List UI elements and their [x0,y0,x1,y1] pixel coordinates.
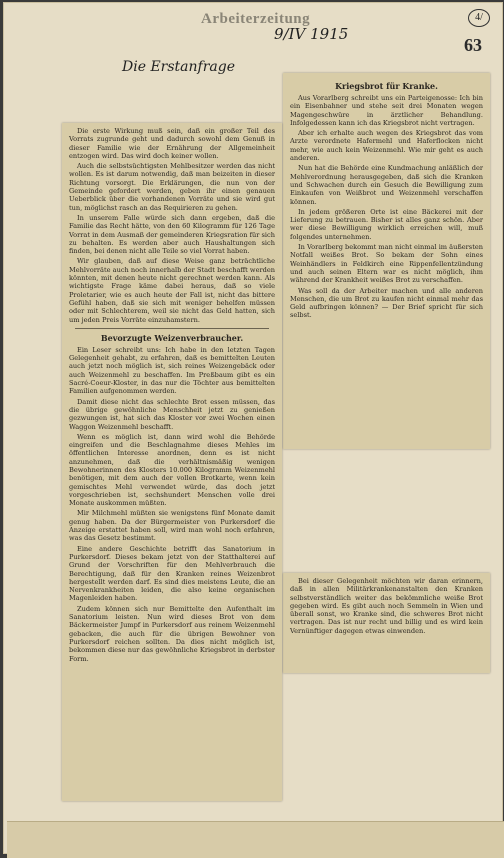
paragraph: Ein Leser schreibt uns: Ich habe in den letzten Tagen Gelegenheit gehabt, zu erfahren, daß es bemittelten Leuten auch jetzt noch möglich ist, sich reines Weizengebäck oder auch Weizenmehl zu beschaffen. Im Preßbaum gibt es ein Sacré-Coeur-Kloster, in das nur die Töchter aus bemittelten Familien aufgenommen werden. [69,345,275,396]
paragraph: Was soll da der Arbeiter machen und alle anderen Menschen, die um Brot zu kaufen nicht einmal mehr das Geld aufbringen können? — Der Brief spricht für sich selbst. [290,286,483,320]
paragraph: Nun hat die Behörde eine Kundmachung anläßlich der Mehlverordnung herausgegeben, daß sich die Kranken und Schwachen durch ein Gesuch die Bewilligung zum Einkaufen von Weißbrot und Weizenmehl verschaffen können. [290,164,483,206]
paragraph: Damit diese nicht das schlechte Brot essen müssen, das die übrige gewöhnliche Menschheit jetzt zu genießen gezwungen ist, hat sich das Kloster vor zwei Wochen einen Waggon Weizenmehl beschafft. [69,397,275,431]
article-closing [283,573,490,641]
newspaper-masthead: Arbeiterzeitung [201,11,311,27]
clipping-kriegsbrot [283,73,490,449]
page-number: 63 [464,35,482,55]
article-kriegsbrot [283,73,490,326]
paragraph: Aber ich erhalte auch wegen des Kriegsbrot das vom Arzte verordnete Hafermehl und Haferflocken nicht mehr, wie auch kein Weizenmehl. Wie mir geht es auch anderen. [290,129,483,163]
divider [75,328,269,329]
paragraph: Auch die selbstsüchtigsten Mehlbesitzer werden das nicht wollen. Es ist darum notwendig, daß man beizeiten in dieser Richtung vorsorgt. Die Erklärungen, die nun von der Gemeinde gefordert werden, geben ihr einen genauen Ueberblick über die vorhandenen Vorräte und sie wird gut tun, möglichst rasch an das Requirieren zu gehen. [69,162,275,212]
paragraph: Wir glauben, daß auf diese Weise ganz beträchtliche Mehlvorräte auch noch innerhalb der Stadt beschafft werden könnten, mit denen heute nicht gerechnet werden kann. Als wichtigste Frage käme dabei heraus, daß so viele Proletarier, wie es auch heute der Fall ist, nicht das bittere Gefühl haben, daß sie sich mit weniger behelfen müssen oder mit Schlechterem, weil sie nicht das Geld hatten, sich um jeden Preis Vorräte einzuhamstern. [69,257,275,324]
paragraph: Wenn es möglich ist, dann wird wohl die Behörde eingreifen und die Beschlagnahme dieses Mehles im öffentlichen Interesse anordnen, denn es ist nicht anzunehmen, daß die verhältnismäßig wenigen Bewohnerinnen des Klosters 10.000 Kilogramm Weizenmehl benötigen, mit dem auch der vollen Brotkarte, wenn kein gemischtes Mehl verwendet würde, das doch jetzt vorgeschrieben ist, sechshundert Menschen volle drei Monate auskommen müßten. [69,432,275,508]
paragraph: In Vorarlberg bekommt man nicht einmal im äußersten Notfall weißes Brot. So bekam der Sohn eines Weinhändlers in Feldkirch eine Rippenfellentzündung und auch seinen Eltern war es nicht möglich, ihm während der Krankheit weißes Brot zu verschaffen. [290,243,483,285]
page-bottom-edge [7,821,504,858]
paragraph: Eine andere Geschichte betrifft das Sanatorium in Purkersdorf. Dieses bekam jetzt von der Statthalterei auf Grund der Vorschriften für den Mehlverbrauch die Berechtigung, daß für den Kranken reines Weizenbrot hergestellt werden darf. Es sind dies meistens Leute, die an Nervenkrankheiten leiden, die also keine organischen Magenleiden haben. [69,544,275,603]
archive-page [3,2,503,854]
paragraph: Aus Vorarlberg schreibt uns ein Parteigenosse: Ich bin ein Eisenbahner und stehe seit drei Monaten wegen Magengeschwüre in ärztlicher Behandlung. Infolgedessen kann ich das Kriegsbrot nicht vertragen. [290,94,483,127]
article-title: Kriegsbrot für Kranke. [335,81,438,91]
paragraph: In unserem Falle würde sich dann ergeben, daß die Familie das Recht hätte, von den 60 Kilogramm für 126 Tage Vorrat in dem Ausmaß der gemeinderen Kriegsration für sich zu behalten. Es werden aber auch Haushaltungen sich finden, bei denen nicht alle Teile so viel Vorrat haben. [69,213,275,256]
folio-mark: 4/ [468,9,490,27]
clipping-closing [283,573,490,673]
handwritten-date: 9/IV 1915 [274,25,349,43]
article-weizen [62,123,282,669]
clipping-weizen [62,123,282,801]
paragraph: In jedem größeren Orte ist eine Bäckerei mit der Lieferung zu betrauen. Bisher ist alles ganz schön. Aber wer diese Bewilligung wirklich erreichen will, muß folgendes unternehmen. [290,207,483,241]
paragraph: Bei dieser Gelegenheit möchten wir daran erinnern, daß in allen Militärkrankenanstalten den Kranken selbstverständlich weiter das bekömmliche weiße Brot gegeben wird. Es gibt auch noch Semmeln in Wien und überall sonst, wo Kranke sind, die schweres Brot nicht vertragen. Das ist nur recht und billig und es wird kein Vernünftiger dagegen etwas einwenden. [290,577,483,635]
article-subtitle: Bevorzugte Weizenverbraucher. [100,332,244,343]
paragraph: Zudem können sich nur Bemittelte den Aufenthalt im Sanatorium leisten. Nun wird dieses Brot von dem Bäckermeister Jumpf in Purkersdorf aus reinem Weizenmehl gebacken, die auch für die übrigen Bewohner von Purkersdorf reichen sollten. Da dies nicht möglich ist, bekommen diese nur das gewöhnliche Kriegsbrot in derbster Form. [69,604,275,663]
paragraph: Mir Milchmehl müßten sie wenigstens fünf Monate damit genug haben. Da der Bürgermeister von Purkersdorf die Anzeige erstattet haben soll, wird man wohl noch erfahren, was das Gesetz bestimmt. [69,509,275,543]
paragraph: Die erste Wirkung muß sein, daß ein großer Teil des Vorrats zugrunde geht und dadurch sowohl dem Genuß in dieser Familie wie der Ernährung der Allgemeinheit entzogen wird. Das wird doch keiner wollen. [69,127,275,160]
handwritten-note: Die Erstanfrage [122,59,235,75]
